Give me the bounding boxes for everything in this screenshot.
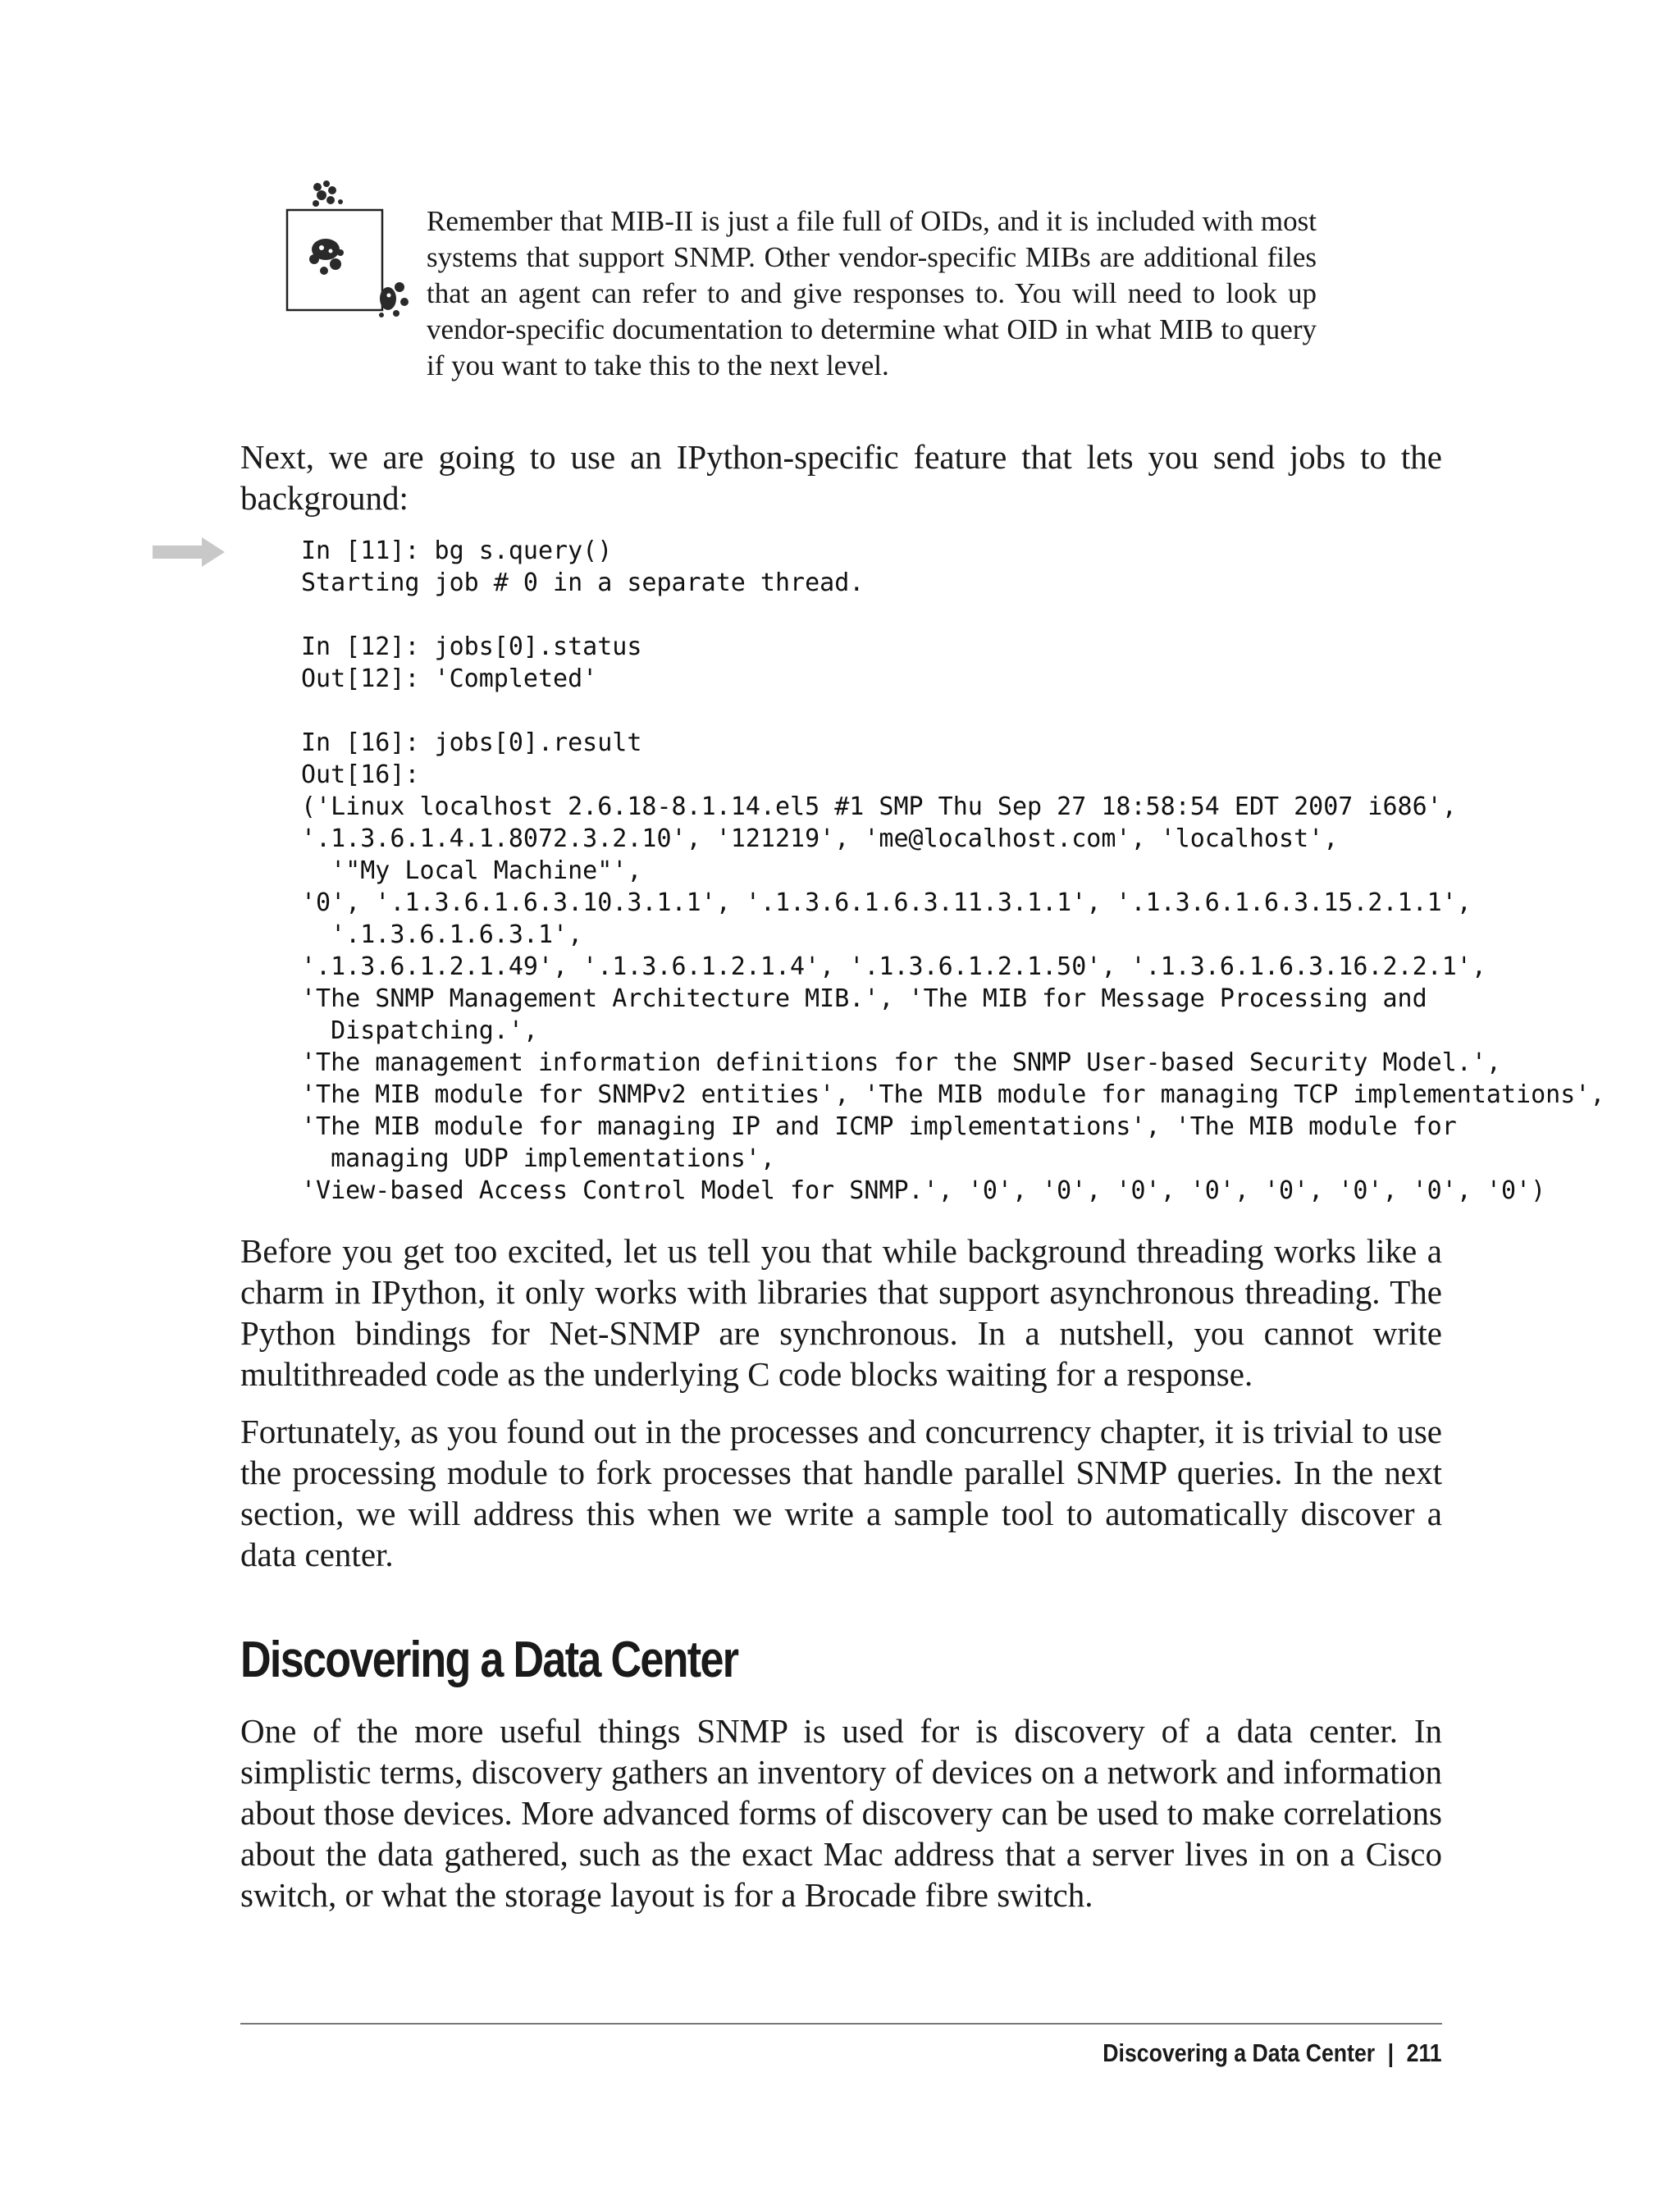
page-number: 211 — [1406, 2038, 1442, 2067]
page-footer — [1103, 2038, 1442, 2068]
footer-rule — [240, 2023, 1442, 2025]
threading-paragraph: Before you get too excited, let us tell you that while background threading works like a charm in IPython, it only works with libraries that support asynchronous threading. The Python bindings for Net-SNMP are synchronous. In a nutshell, you cannot write multithreaded code as the underlying C code blocks waiting for a response. — [240, 1232, 1442, 1393]
intro-paragraph: Next, we are going to use an IPython-specific feature that lets you send jobs to the background: — [240, 438, 1442, 517]
tip-icon — [283, 179, 418, 322]
code-example: In [11]: bg s.query() Starting job # 0 in a separate thread. In [12]: jobs[0].status Out[12]: 'Completed' In [16]: jobs[0].result Out[16]: ('Linux localhost 2.6.18-8.1.14.el5 #1 SMP Thu Sep 27 18:58:54 EDT 2007 i686', '.1.3.6.1.4.1.8072.3.2.10', '121219', 'me@localhost.com', 'localhost', '"My Local Machine"', '0', '.1.3.6.1.6.3.10.3.1.1', '.1.3.6.1.6.3.11.3.1.1', '.1.3.6.1.6.3.15.2.1.1', '.1.3.6.1.6.3.1', '.1.3.6.1.2.1.49', '.1.3.6.1.2.1.4', '.1.3.6.1.2.1.50', '.1.3.6.1.6.3.16.2.2.1', 'The SNMP Management Architecture MIB.', 'The MIB for Message Processing and Dispatching.', 'The management information definitions for the SNMP User-based Security Model.', 'The MIB module for SNMPv2 entities', 'The MIB module for managing TCP implementations', 'The MIB module for managing IP and ICMP implementations', 'The MIB module for managing UDP implementations', 'View-based Access Control Model for SNMP.', '0', '0', '0', '0', '0', '0', '0', '0') — [301, 536, 1605, 1205]
processing-paragraph: Fortunately, as you found out in the processes and concurrency chapter, it is trivial to use the processing module to fork processes that handle parallel SNMP queries. In the next section, we will address this when we write a sample tool to automatically discover a data center. — [240, 1413, 1442, 1573]
discovery-paragraph: One of the more useful things SNMP is used for is discovery of a data center. In simplistic terms, discovery gathers an inventory of devices on a network and information about those devices. More advanced forms of discovery can be used to make correlations about the data gathered, such as the exact Mac address that a server lives in on a Cisco switch, or what the storage layout is for a Brocade fibre switch. — [240, 1712, 1442, 1914]
running-title: Discovering a Data Center — [1102, 2038, 1376, 2067]
section-heading: Discovering a Data Center — [240, 1632, 738, 1688]
footer-separator: | — [1388, 2038, 1395, 2067]
margin-arrow-icon — [153, 537, 225, 567]
note-text: Remember that MIB-II is just a file full of OIDs, and it is included with most systems that support SNMP. Other vendor-specific MIBs are additional files that an agent can refer to and give responses to. You will need to look up vendor-specific documentation to determine what OID in what MIB to query if you want to take this to the next level. — [427, 205, 1317, 381]
